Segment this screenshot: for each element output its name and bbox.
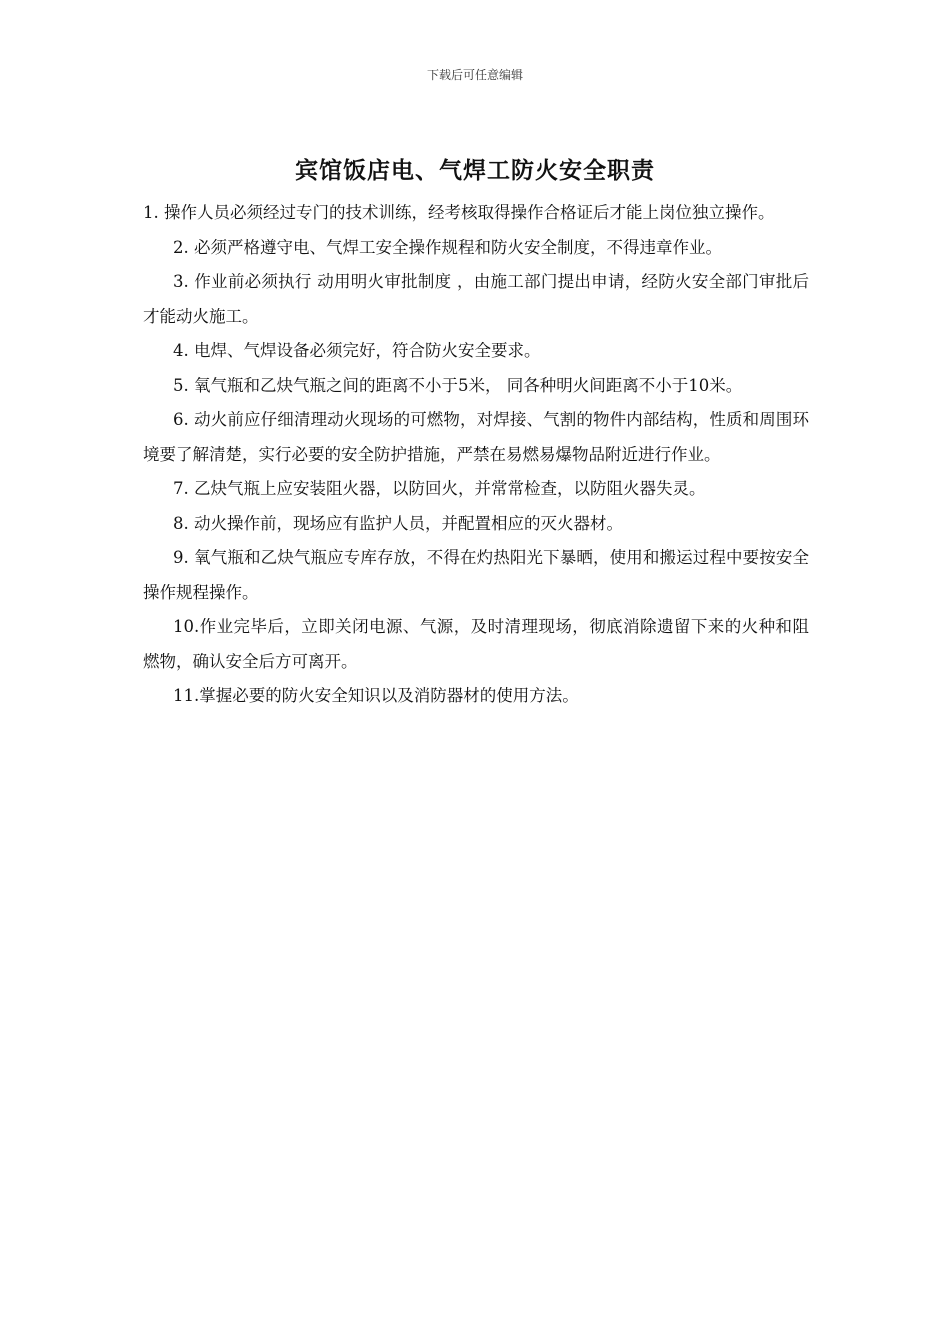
list-item: 8. 动火操作前，现场应有监护人员，并配置相应的灭火器材。: [173, 513, 623, 533]
list-item: 10.作业完毕后，立即关闭电源、气源，及时清理现场，彻底消除遗留下来的火种和阻燃物，确认安全后方可离开。: [143, 617, 809, 671]
page-header-note: 下载后可任意编辑: [426, 68, 523, 82]
list-item: 9. 氧气瓶和乙炔气瓶应专库存放，不得在灼热阳光下暴晒，使用和搬运过程中要按安全操作规程操作。: [143, 548, 809, 602]
list-item: 11.掌握必要的防火安全知识以及消防器材的使用方法。: [173, 686, 579, 705]
list-item: 5. 氧气瓶和乙炔气瓶之间的距离不小于5米， 同各种明火间距离不小于10米。: [173, 375, 743, 395]
list-item: 4. 电焊、气焊设备必须完好，符合防火安全要求。: [173, 341, 541, 360]
list-item: 7. 乙炔气瓶上应安装阻火器，以防回火，并常常检查，以防阻火器失灵。: [173, 479, 706, 498]
document-title: 宾馆饭店电、气焊工防火安全职责: [295, 157, 655, 184]
list-item: 2. 必须严格遵守电、气焊工安全操作规程和防火安全制度，不得违章作业。: [173, 237, 722, 257]
document-body: [143, 196, 809, 714]
list-item: 1. 操作人员必须经过专门的技术训练，经考核取得操作合格证后才能上岗位独立操作。: [143, 203, 775, 222]
list-item: 3. 作业前必须执行 动用明火审批制度 ，由施工部门提出申请，经防火安全部门审批后才能动火施工。: [143, 272, 809, 326]
list-item: 6. 动火前应仔细清理动火现场的可燃物，对焊接、气割的物件内部结构，性质和周围环境要了解清楚，实行必要的安全防护措施，严禁在易燃易爆物品附近进行作业。: [143, 410, 809, 464]
